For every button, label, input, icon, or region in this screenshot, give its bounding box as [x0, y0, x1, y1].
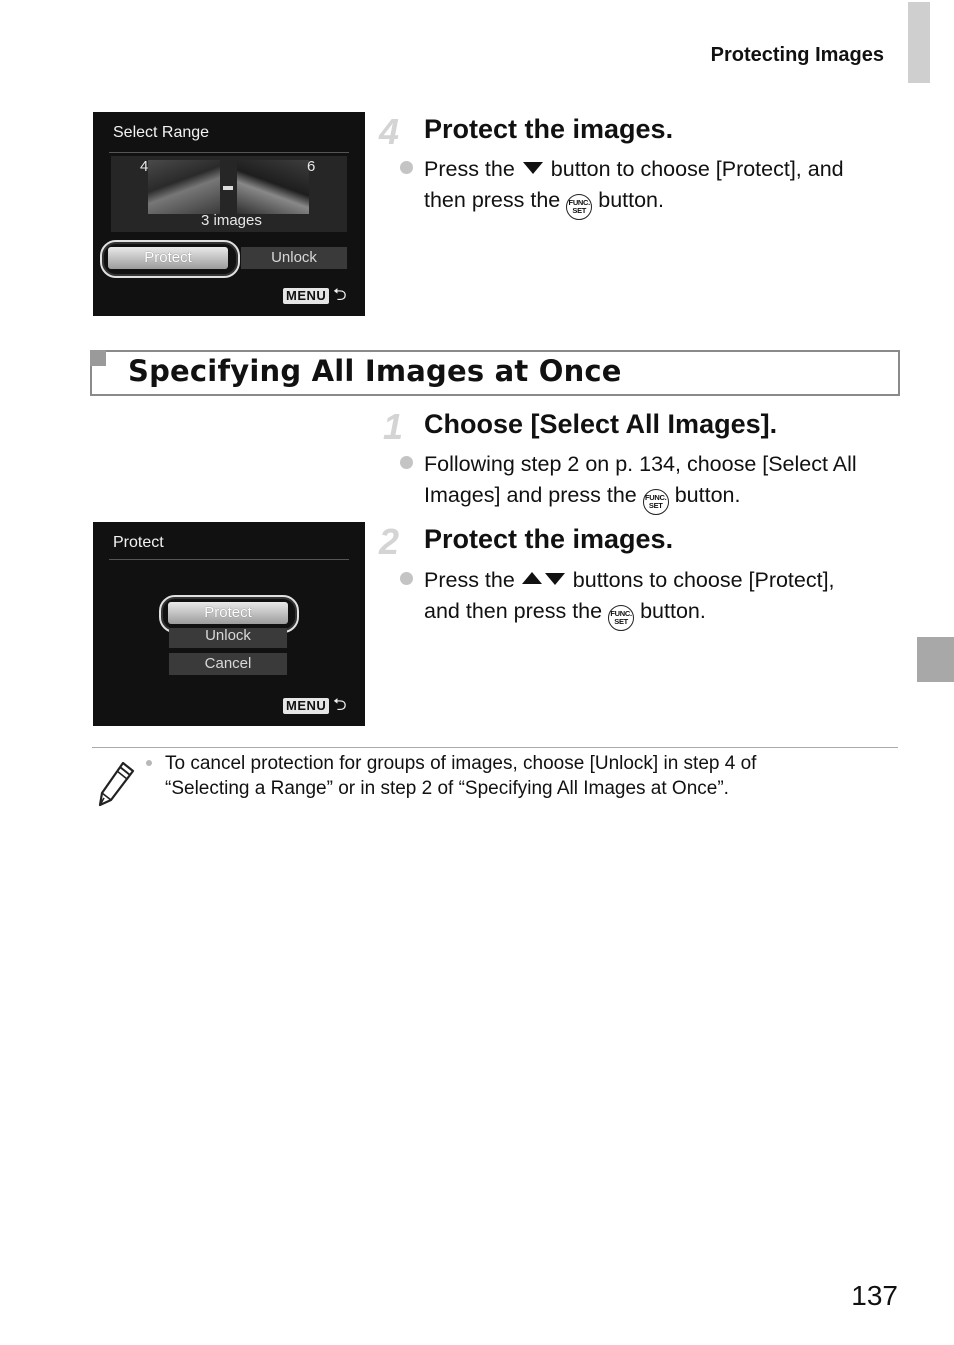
- screen-divider: [109, 152, 349, 153]
- note-bullet-icon: [146, 760, 152, 766]
- cancel-option[interactable]: Cancel: [169, 653, 287, 675]
- note-text: To cancel protection for groups of images, choose [Unlock] in step 4 of “Selecting a Range” or in step 2 of “Specifying All Images at Once”.: [165, 753, 757, 799]
- func-set-button-icon: FUNC. SET: [643, 489, 669, 515]
- page-number: 137: [851, 1280, 898, 1311]
- protect-option[interactable]: Protect: [108, 247, 228, 269]
- range-dash: [223, 186, 233, 190]
- step-instruction: Following step 2 on p. 134, choose [Select All Images] and press the FUNC. SET button.: [424, 449, 924, 515]
- chapter-tab: [917, 637, 954, 682]
- step-title: Protect the images.: [424, 524, 674, 554]
- bullet-icon: [400, 161, 413, 174]
- unlock-option[interactable]: Unlock: [241, 247, 347, 269]
- back-arrow-icon: ⮌: [333, 285, 347, 304]
- range-end-number: 6: [307, 158, 316, 175]
- camera-screen-select-range: [93, 112, 365, 316]
- screen-title: Protect: [113, 534, 164, 551]
- thumbnail-start: [148, 160, 220, 214]
- step-title: Protect the images.: [424, 114, 674, 144]
- bullet-icon: [400, 456, 413, 469]
- step-title: Choose [Select All Images].: [424, 409, 778, 439]
- screen-title: Select Range: [113, 124, 210, 141]
- down-button-icon: [545, 573, 565, 585]
- camera-screen-protect: [93, 522, 365, 726]
- range-start-number: 4: [140, 158, 149, 175]
- unlock-option[interactable]: Unlock: [169, 628, 287, 648]
- step-instruction: Press the button to choose [Protect], and then press the FUNC. SET button.: [424, 154, 904, 220]
- func-set-button-icon: FUNC. SET: [608, 605, 634, 631]
- menu-button-icon: MENU: [283, 698, 329, 714]
- step-number: 2: [379, 521, 400, 562]
- screen-divider: [109, 559, 349, 560]
- pencil-icon: [96, 760, 136, 808]
- back-arrow-icon: ⮌: [333, 695, 347, 714]
- menu-button-icon: MENU: [283, 288, 329, 304]
- step-number: 1: [383, 406, 404, 447]
- section-title: Specifying All Images at Once: [128, 354, 622, 388]
- running-head: Protecting Images: [710, 44, 884, 66]
- step-instruction: Press the buttons to choose [Protect], and then press the FUNC. SET button.: [424, 565, 904, 631]
- section-marker-icon: [90, 350, 106, 366]
- thumbnail-end: [237, 160, 309, 214]
- protect-option[interactable]: Protect: [168, 602, 288, 624]
- image-count: 3 images: [201, 212, 262, 229]
- step-number: 4: [379, 111, 400, 152]
- down-button-icon: [523, 162, 543, 174]
- note-divider: [92, 747, 898, 748]
- bullet-icon: [400, 572, 413, 585]
- up-button-icon: [522, 572, 542, 584]
- edge-tab: [908, 2, 930, 83]
- func-set-button-icon: FUNC. SET: [566, 194, 592, 220]
